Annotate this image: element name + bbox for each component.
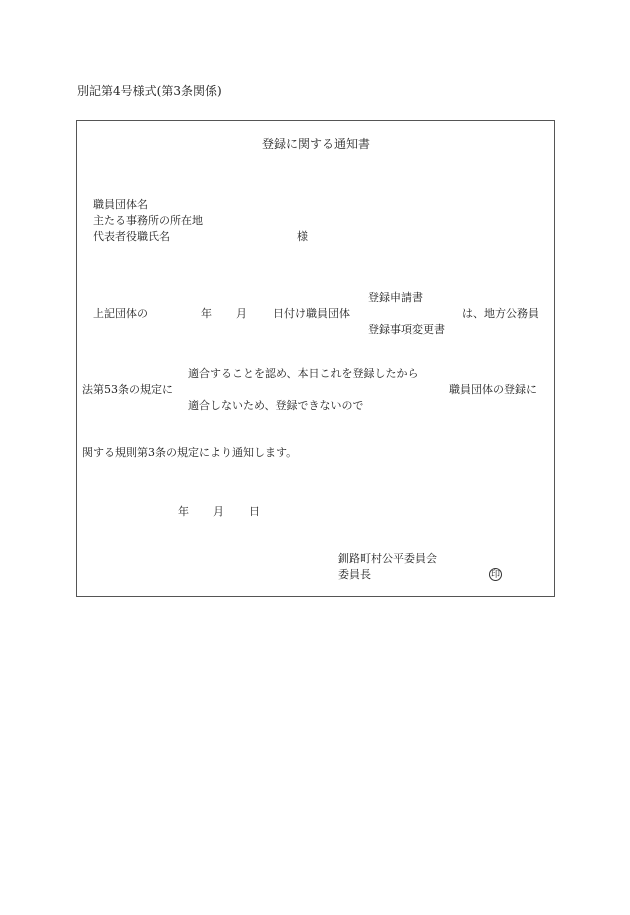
body-line2-suffix: 職員団体の登録に bbox=[449, 383, 537, 396]
body-month: 月 bbox=[236, 307, 247, 320]
body-line1-prefix: 上記団体の bbox=[93, 307, 148, 320]
form-label: 別記第4号様式(第3条関係) bbox=[77, 84, 222, 98]
body-year: 年 bbox=[201, 307, 212, 320]
notice-frame bbox=[76, 120, 555, 597]
body-line3: 関する規則第3条の規定により通知します。 bbox=[82, 446, 298, 459]
body-date-suffix: 日付け職員団体 bbox=[273, 307, 350, 320]
option-conform: 適合することを認め、本日これを登録したから bbox=[188, 367, 419, 380]
representative-label: 代表者役職氏名 bbox=[93, 230, 170, 243]
issuer-committee: 釧路町村公平委員会 bbox=[338, 552, 437, 565]
issue-year: 年 bbox=[178, 505, 189, 518]
issue-month: 月 bbox=[213, 505, 224, 518]
document-title: 登録に関する通知書 bbox=[262, 137, 371, 151]
option-application: 登録申請書 bbox=[368, 291, 423, 304]
option-change: 登録事項変更書 bbox=[368, 323, 445, 336]
body-line1-suffix: は、地方公務員 bbox=[462, 307, 539, 320]
body-line2-prefix: 法第53条の規定に bbox=[82, 383, 173, 396]
issuer-chair: 委員長 bbox=[338, 568, 371, 581]
honorific-sama: 様 bbox=[297, 230, 308, 243]
org-name-label: 職員団体名 bbox=[93, 198, 148, 211]
seal-mark: 印 bbox=[490, 570, 500, 580]
office-location-label: 主たる事務所の所在地 bbox=[93, 214, 203, 227]
option-nonconform: 適合しないため、登録できないので bbox=[188, 399, 364, 412]
issue-day: 日 bbox=[249, 505, 260, 518]
